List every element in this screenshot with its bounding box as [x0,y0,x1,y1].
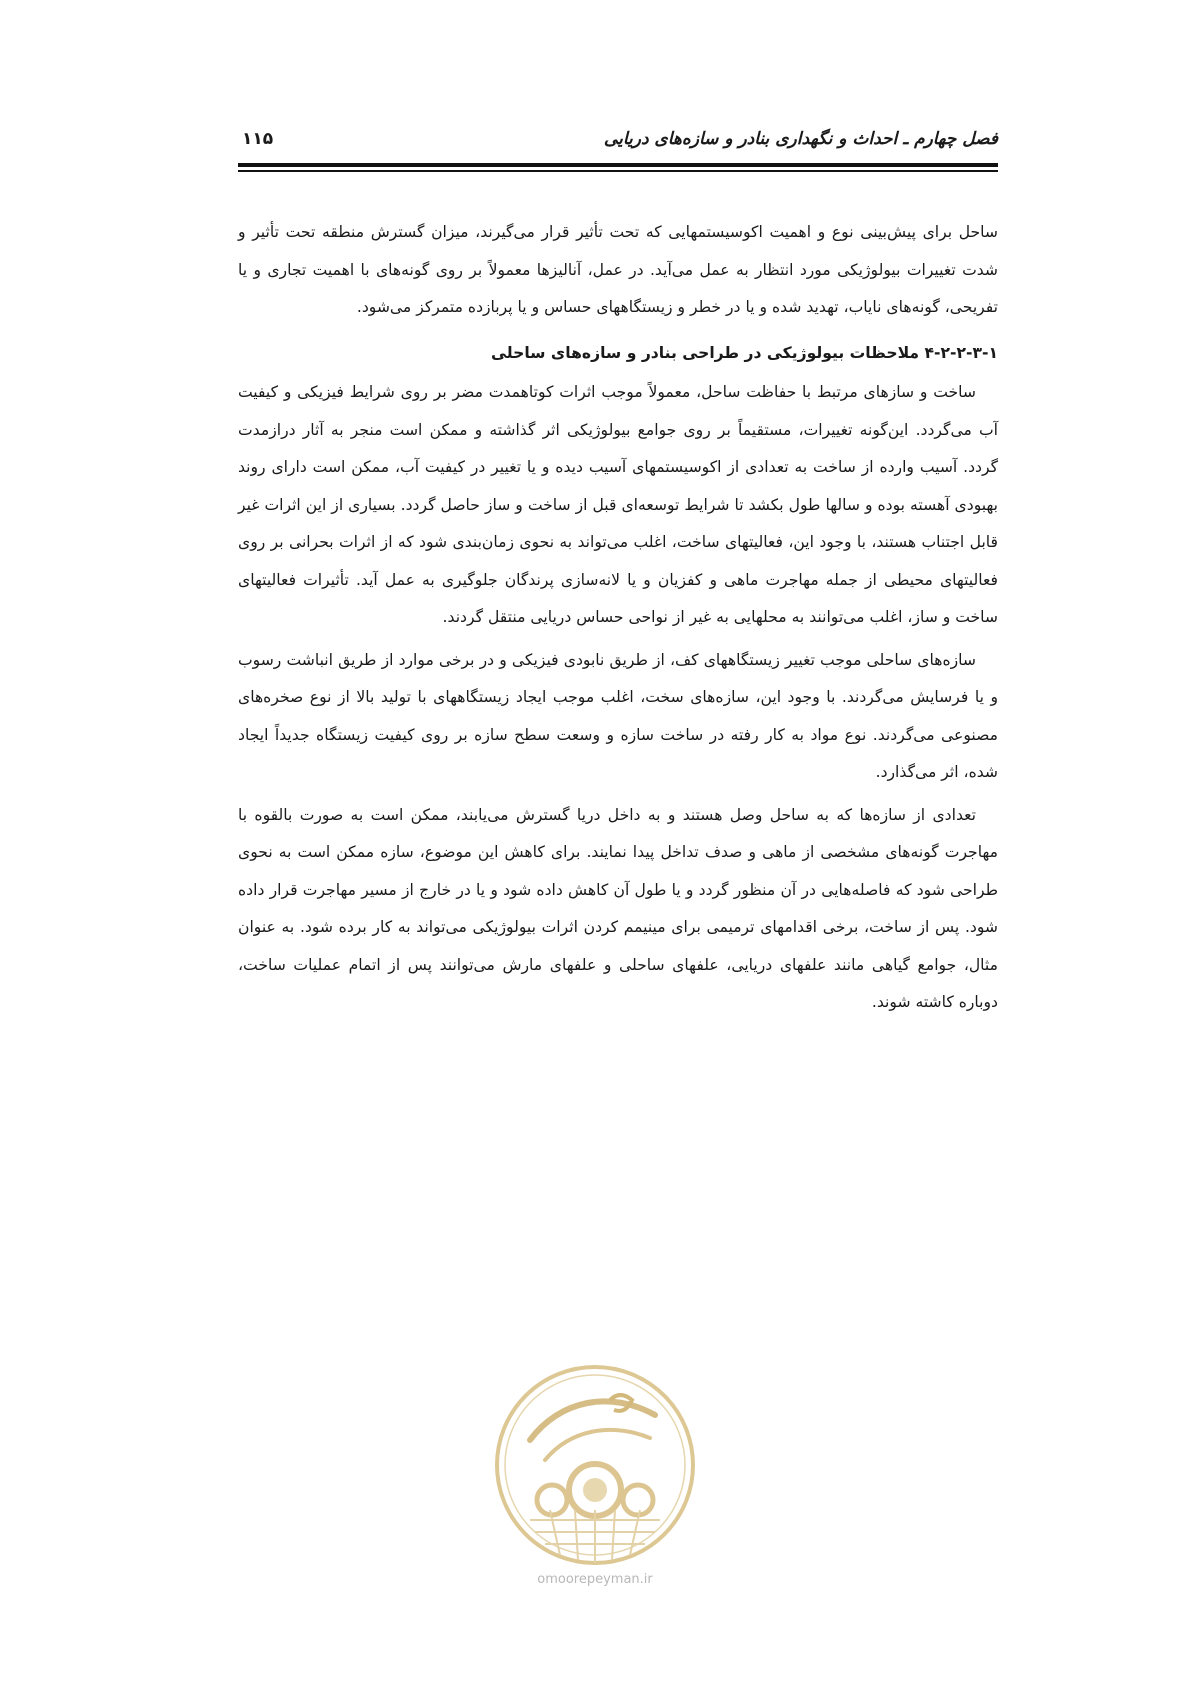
header-rule-thin [238,170,998,172]
page-header [238,125,998,161]
body-text [238,214,998,1027]
page-number: ۱۱۵ [242,129,274,149]
chapter-title: فصل چهارم ـ احداث و نگهداری بنادر و سازه‌های دریایی [603,129,998,149]
paragraph: سازه‌های ساحلی موجب تغییر زیستگاههای کف، از طریق نابودی فیزیکی و در برخی موارد از طریق انباشت رسوب و یا فرسایش می‌گردند. با وجود این، سازه‌های سخت، اغلب موجب ایجاد زیستگاههای با تولید بالا از نوع صخره‌های مصنوعی می‌گردند. نوع مواد به کار رفته در ساخت سازه و وسعت سطح سازه بر روی کیفیت زیستگاه جدیداً ایجاد شده، اثر می‌گذارد. [238,650,998,781]
watermark-url: omoorepeyman.ir [537,1572,653,1587]
paragraph: ساحل برای پیش‌بینی نوع و اهمیت اکوسیستمهایی که تحت تأثیر قرار می‌گیرند، میزان گسترش منطقه تحت تأثیر و شدت تغییرات بیولوژیکی مورد انتظار به عمل می‌آید. در عمل، آنالیزها معمولاً بر روی گونه‌های با اهمیت تجاری و یا تفریحی، گونه‌های نایاب، تهدید شده و یا در خطر و زیستگاههای حساس و یا پربازده متمرکز می‌شود. [238,223,998,316]
omoor-e-peyman-seal-icon [490,1360,700,1570]
section-heading: ۴-۲-۲-۳-۱ ملاحظات بیولوژیکی در طراحی بنادر و سازه‌های ساحلی [490,343,998,362]
paragraph: تعدادی از سازه‌ها که به ساحل وصل هستند و به داخل دریا گسترش می‌یابند، ممکن است به صورت بالقوه با مهاجرت گونه‌های مشخصی از ماهی و صدف تداخل پیدا نمایند. برای کاهش این موضوع، سازه ممکن است به نحوی طراحی شود که فاصله‌هایی در آن منظور گردد و یا طول آن کاهش داده شود و یا در خارج از مسیر مهاجرت قرار داده شود. پس از ساخت، برخی اقدامهای ترمیمی برای مینیمم کردن اثرات بیولوژیکی می‌تواند به کار برده شود. به عنوان مثال، جوامع گیاهی مانند علفهای دریایی، علفهای ساحلی و علفهای مارش می‌توانند پس از اتمام عملیات ساخت، دوباره کاشته شوند. [238,805,998,1011]
paragraph: ساخت و سازهای مرتبط با حفاظت ساحل، معمولاً موجب اثرات کوتاهمدت مضر بر روی شرایط فیزیکی و کیفیت آب می‌گردد. این‌گونه تغییرات، مستقیماً بر روی جوامع بیولوژیکی اثر گذاشته و ممکن است منجر به آثار درازمدت گردد. آسیب وارده از ساخت به تعدادی از اکوسیستمهای آسیب دیده و یا تغییر در کیفیت آب، ممکن است دارای روند بهبودی آهسته بوده و سالها طول بکشد تا شرایط توسعه‌ای قبل از ساخت و ساز حاصل گردد. بسیاری از این اثرات غیر قابل اجتناب هستند، با وجود این، فعالیتهای ساخت، اغلب می‌تواند به نحوی زمان‌بندی شود که از اثرات بحرانی بر روی فعالیتهای محیطی از جمله مهاجرت ماهی و کفزیان و یا لانه‌سازی پرندگان جلوگیری به عمل آید. تأثیرات فعالیتهای ساخت و ساز، اغلب می‌توانند به محلهایی به غیر از نواحی حساس دریایی منتقل گردند. [238,383,998,626]
header-rule-thick [238,163,998,167]
